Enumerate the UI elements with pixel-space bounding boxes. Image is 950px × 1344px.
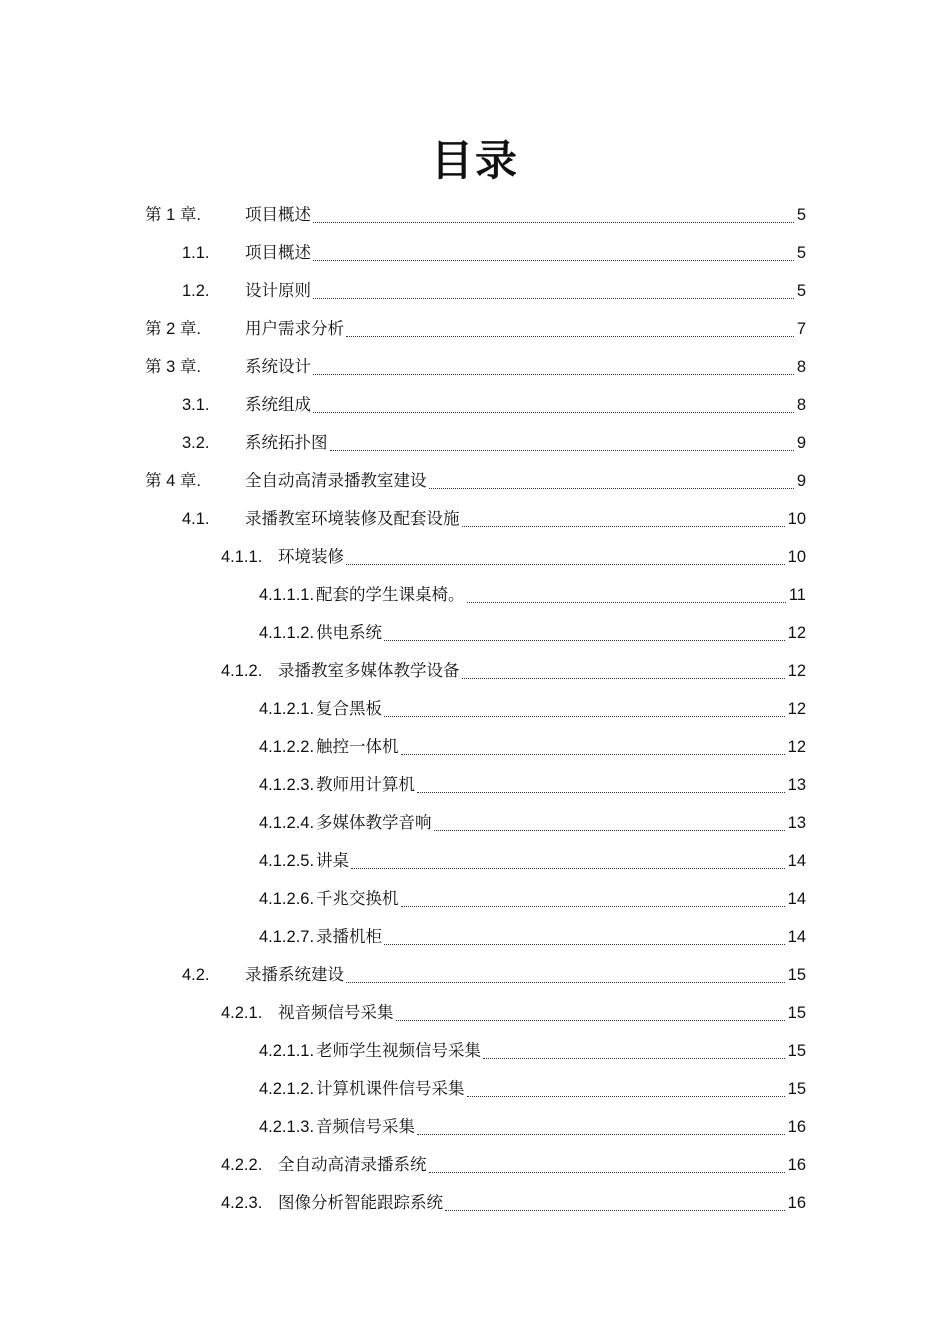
toc-entry-page-number: 15 xyxy=(787,966,806,984)
toc-entry-title: 项目概述 xyxy=(245,205,311,224)
toc-entry-page-number: 12 xyxy=(787,738,806,756)
dot-leader xyxy=(429,488,794,489)
toc-entry-title: 图像分析智能跟踪系统 xyxy=(278,1193,443,1212)
toc-entry[interactable] xyxy=(259,1108,806,1146)
toc-entry-page-number: 12 xyxy=(787,700,806,718)
toc-entry-title: 供电系统 xyxy=(316,623,383,642)
dot-leader xyxy=(467,602,786,603)
toc-entry-page-number: 5 xyxy=(796,244,806,262)
toc-entry-number: 4.1.2.4. xyxy=(259,814,315,832)
toc-entry[interactable] xyxy=(221,994,806,1032)
toc-entry[interactable] xyxy=(259,1032,806,1070)
dot-leader xyxy=(313,374,794,375)
toc-entry-title: 系统组成 xyxy=(245,395,311,414)
toc-entry-number: 4.1.1.1. xyxy=(259,586,315,604)
toc-entry[interactable] xyxy=(182,386,806,424)
toc-entry-number: 第 4 章. xyxy=(145,472,201,490)
toc-entry-title: 录播系统建设 xyxy=(245,965,344,984)
dot-leader xyxy=(417,1134,785,1135)
toc-entry-number: 3.1. xyxy=(182,396,210,414)
toc-entry-page-number: 16 xyxy=(787,1194,806,1212)
toc-entry-number: 4.1.2.3. xyxy=(259,776,315,794)
toc-entry-title: 视音频信号采集 xyxy=(278,1003,394,1022)
toc-entry-number: 4.1.1. xyxy=(221,548,263,566)
toc-entry[interactable] xyxy=(259,918,806,956)
toc-entry-title: 讲桌 xyxy=(316,851,350,870)
toc-entry-number: 4.2.3. xyxy=(221,1194,263,1212)
toc-entry-title: 计算机课件信号采集 xyxy=(316,1079,465,1098)
dot-leader xyxy=(346,982,785,983)
toc-entry[interactable] xyxy=(259,880,806,918)
toc-entry-title: 触控一体机 xyxy=(316,737,399,756)
toc-entry[interactable] xyxy=(259,614,806,652)
toc-entry-page-number: 14 xyxy=(787,928,806,946)
dot-leader xyxy=(462,678,785,679)
toc-entry-title: 录播教室环境装修及配套设施 xyxy=(245,509,460,528)
toc-entry-title: 教师用计算机 xyxy=(316,775,416,794)
dot-leader xyxy=(330,450,794,451)
toc-entry-number: 4.2.1. xyxy=(221,1004,263,1022)
toc-entry-page-number: 9 xyxy=(796,472,806,490)
toc-entry[interactable] xyxy=(221,1146,806,1184)
toc-entry-number: 4.1.1.2. xyxy=(259,624,315,642)
dot-leader xyxy=(483,1058,785,1059)
toc-entry[interactable] xyxy=(259,728,806,766)
toc-entry-number: 第 2 章. xyxy=(145,320,201,338)
toc-entry-page-number: 15 xyxy=(787,1080,806,1098)
toc-entry-page-number: 5 xyxy=(796,206,806,224)
toc-entry-number: 4.1.2.1. xyxy=(259,700,315,718)
toc-entry-title: 用户需求分析 xyxy=(245,319,344,338)
toc-entry-page-number: 12 xyxy=(787,662,806,680)
toc-entry[interactable] xyxy=(145,196,806,234)
toc-entry-title: 项目概述 xyxy=(245,243,311,262)
dot-leader xyxy=(396,1020,785,1021)
toc-entry-page-number: 5 xyxy=(796,282,806,300)
dot-leader xyxy=(313,260,794,261)
toc-entry-title: 录播机柜 xyxy=(316,927,383,946)
dot-leader xyxy=(445,1210,785,1211)
toc-entry[interactable] xyxy=(259,1070,806,1108)
toc-entry[interactable] xyxy=(182,272,806,310)
toc-entry-title: 全自动高清录播系统 xyxy=(278,1155,427,1174)
toc-entry-title: 录播教室多媒体教学设备 xyxy=(278,661,460,680)
toc-entry[interactable] xyxy=(259,690,806,728)
toc-entry-page-number: 8 xyxy=(796,396,806,414)
dot-leader xyxy=(401,906,785,907)
dot-leader xyxy=(429,1172,785,1173)
dot-leader xyxy=(417,792,785,793)
toc-entry-title: 设计原则 xyxy=(245,281,311,300)
toc-entry[interactable] xyxy=(182,956,806,994)
toc-entry[interactable] xyxy=(182,500,806,538)
toc-entry-title: 配套的学生课桌椅。 xyxy=(316,585,465,604)
dot-leader xyxy=(313,222,794,223)
toc-entry-number: 4.1. xyxy=(182,510,210,528)
dot-leader xyxy=(384,944,785,945)
toc-entry[interactable] xyxy=(221,538,806,576)
toc-entry-page-number: 13 xyxy=(787,814,806,832)
toc-entry-number: 4.1.2.2. xyxy=(259,738,315,756)
toc-entry-page-number: 16 xyxy=(787,1156,806,1174)
dot-leader xyxy=(384,716,785,717)
toc-entry-title: 老师学生视频信号采集 xyxy=(316,1041,482,1060)
toc-entry-title: 复合黑板 xyxy=(316,699,383,718)
toc-entry-number: 第 3 章. xyxy=(145,358,201,376)
toc-entry-page-number: 12 xyxy=(787,624,806,642)
toc-entry-page-number: 13 xyxy=(787,776,806,794)
toc-entry[interactable] xyxy=(221,652,806,690)
toc-entry-number: 1.1. xyxy=(182,244,210,262)
toc-entry-number: 4.2. xyxy=(182,966,210,984)
toc-entry[interactable] xyxy=(145,310,806,348)
toc-entry-page-number: 10 xyxy=(787,548,806,566)
toc-entry-number: 4.1.2.6. xyxy=(259,890,315,908)
toc-entry-page-number: 10 xyxy=(787,510,806,528)
toc-entry-title: 音频信号采集 xyxy=(316,1117,416,1136)
dot-leader xyxy=(351,868,785,869)
dot-leader xyxy=(462,526,785,527)
toc-entry-number: 4.2.1.1. xyxy=(259,1042,315,1060)
toc-entry[interactable] xyxy=(221,1184,806,1222)
toc-entry-title: 全自动高清录播教室建设 xyxy=(245,471,427,490)
toc-entry-page-number: 14 xyxy=(787,852,806,870)
dot-leader xyxy=(313,412,794,413)
toc-entry[interactable] xyxy=(145,462,806,500)
toc-entry-page-number: 14 xyxy=(787,890,806,908)
toc-entry[interactable] xyxy=(182,424,806,462)
toc-entry-page-number: 15 xyxy=(787,1004,806,1022)
toc-entry-number: 4.1.2.5. xyxy=(259,852,315,870)
dot-leader xyxy=(434,830,785,831)
toc-entry-title: 千兆交换机 xyxy=(316,889,399,908)
toc-entry-page-number: 9 xyxy=(796,434,806,452)
toc-entry[interactable] xyxy=(259,804,806,842)
toc-entry[interactable] xyxy=(259,576,806,614)
toc-entry[interactable] xyxy=(182,234,806,272)
dot-leader xyxy=(313,298,794,299)
toc-entry-number: 第 1 章. xyxy=(145,206,201,224)
dot-leader xyxy=(467,1096,785,1097)
toc-entry-number: 3.2. xyxy=(182,434,210,452)
toc-entry-number: 4.2.1.2. xyxy=(259,1080,315,1098)
toc-entry[interactable] xyxy=(145,348,806,386)
toc-entry-title: 多媒体教学音响 xyxy=(316,813,432,832)
dot-leader xyxy=(401,754,785,755)
toc-entry[interactable] xyxy=(259,842,806,880)
toc-entry-title: 环境装修 xyxy=(278,547,344,566)
toc-entry-number: 4.2.2. xyxy=(221,1156,263,1174)
toc-entry-page-number: 16 xyxy=(787,1118,806,1136)
toc-entry-page-number: 11 xyxy=(788,586,806,604)
toc-entry-page-number: 8 xyxy=(796,358,806,376)
dot-leader xyxy=(346,336,794,337)
toc-entry-number: 4.2.1.3. xyxy=(259,1118,315,1136)
dot-leader xyxy=(384,640,785,641)
toc-entry-page-number: 15 xyxy=(787,1042,806,1060)
toc-entry-title: 系统设计 xyxy=(245,357,311,376)
toc-title: 目录 xyxy=(430,136,519,185)
toc-entry-number: 4.1.2.7. xyxy=(259,928,315,946)
toc-entry-title: 系统拓扑图 xyxy=(245,433,328,452)
toc-entry-number: 1.2. xyxy=(182,282,210,300)
toc-entry-number: 4.1.2. xyxy=(221,662,263,680)
dot-leader xyxy=(346,564,785,565)
toc-entry-page-number: 7 xyxy=(796,320,806,338)
toc-entry[interactable] xyxy=(259,766,806,804)
